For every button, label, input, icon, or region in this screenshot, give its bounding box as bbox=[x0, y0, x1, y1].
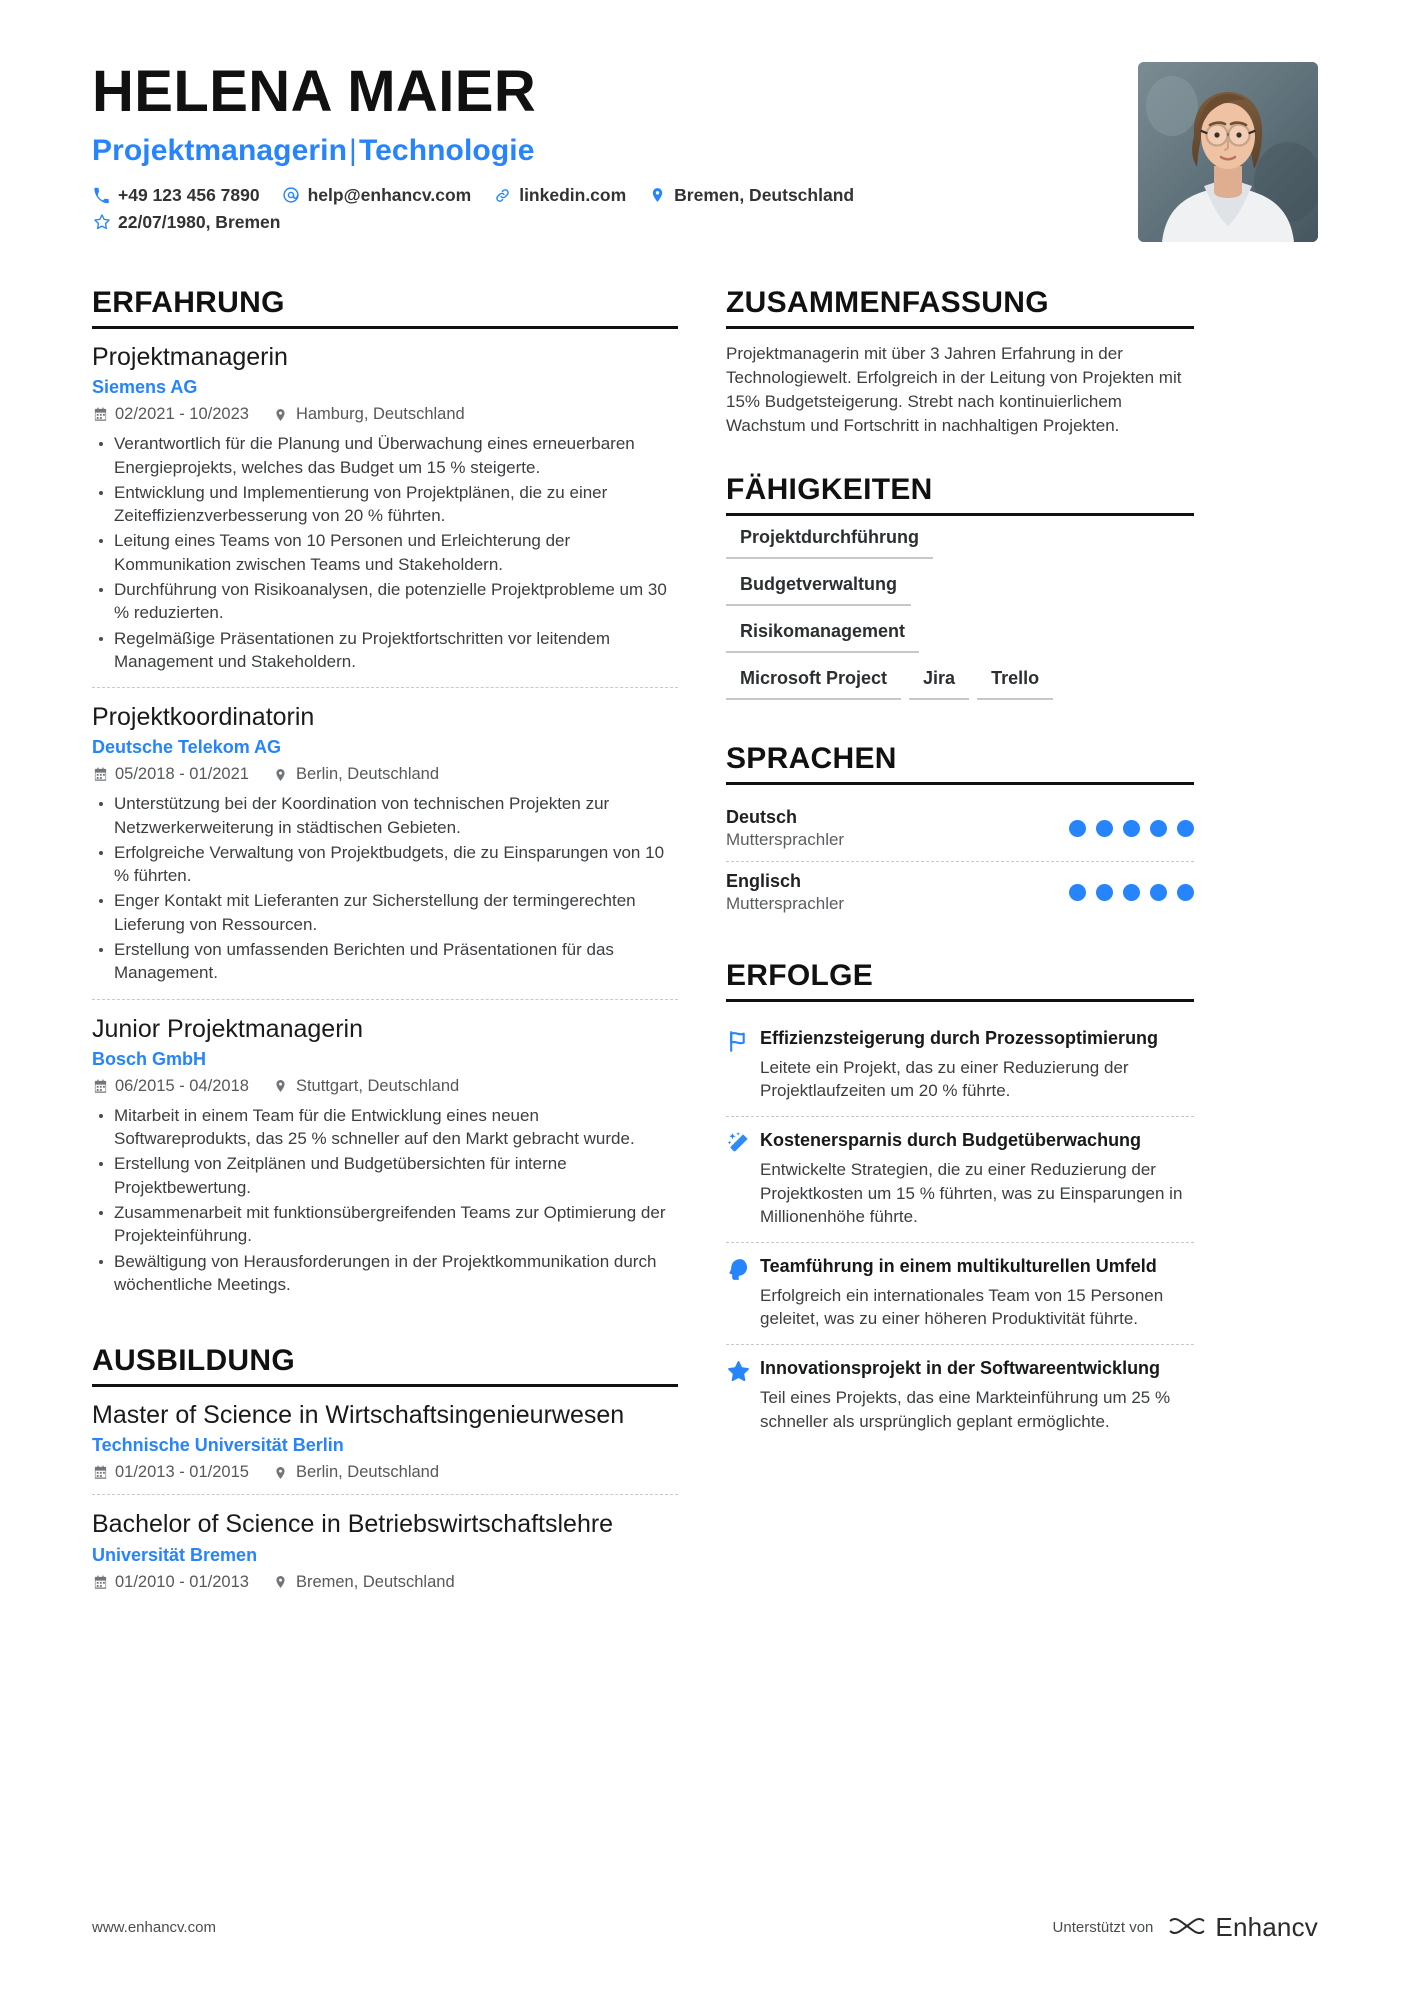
experience-location-text: Stuttgart, Deutschland bbox=[295, 1076, 460, 1095]
resume-columns bbox=[92, 286, 1318, 1604]
section-title-education: AUSBILDUNG bbox=[92, 1344, 678, 1387]
experience-dates: 06/2015 - 04/2018 bbox=[115, 1076, 249, 1095]
list-item: Durchführung von Risikoanalysen, die potenzielle Projektprobleme um 30 % reduzierten. bbox=[92, 578, 678, 625]
location-pin-icon bbox=[273, 1574, 289, 1590]
section-title-languages: SPRACHEN bbox=[726, 742, 1194, 785]
rating-dot bbox=[1096, 820, 1113, 837]
powered-by-label: Unterstützt von bbox=[1052, 1919, 1154, 1936]
achievement-body bbox=[760, 1129, 1194, 1229]
page-title: HELENA MAIER bbox=[92, 59, 537, 124]
experience-meta bbox=[92, 765, 678, 784]
resume-header bbox=[92, 0, 1318, 242]
brand-name: Enhancv bbox=[1215, 1912, 1318, 1942]
languages-list bbox=[726, 798, 1194, 925]
achievement-title: Teamführung in einem multikulturellen Umfeld bbox=[760, 1255, 1157, 1276]
list-item: Mitarbeit in einem Team für die Entwicklung eines neuen Softwareprodukts, das 25 % schneller auf den Markt gebracht wurde. bbox=[92, 1104, 678, 1151]
list-item: Leitung eines Teams von 10 Personen und Erleichterung der Kommunikation zwischen Teams und Stakeholdern. bbox=[92, 529, 678, 576]
experience-company[interactable]: Bosch GmbH bbox=[92, 1048, 207, 1069]
calendar-icon bbox=[92, 1574, 108, 1590]
achievement-description: Leitete ein Projekt, das zu einer Reduzierung der Projektlaufzeiten um 20 % führte. bbox=[760, 1057, 1129, 1101]
education-entry bbox=[92, 1400, 678, 1494]
experience-entry bbox=[92, 342, 678, 687]
education-dates: 01/2010 - 01/2013 bbox=[115, 1572, 249, 1591]
footer-website[interactable]: www.enhancv.com bbox=[92, 1919, 216, 1936]
footer-brand-block bbox=[1053, 1912, 1318, 1943]
brand-logo bbox=[1167, 1912, 1318, 1943]
skill-chip: Projektdurchführung bbox=[726, 520, 933, 559]
experience-meta bbox=[92, 405, 678, 424]
language-name: Englisch bbox=[726, 870, 802, 891]
rating-dot bbox=[1177, 884, 1194, 901]
education-location bbox=[273, 1463, 439, 1482]
experience-dates: 02/2021 - 10/2023 bbox=[115, 405, 249, 424]
list-item: Erstellung von Zeitplänen und Budgetübersichten für interne Projektbewertung. bbox=[92, 1152, 678, 1199]
experience-meta bbox=[92, 1077, 678, 1096]
page-footer bbox=[92, 1912, 1318, 1943]
list-item: Regelmäßige Präsentationen zu Projektfortschritten vor leitendem Management und Stakeholdern. bbox=[92, 627, 678, 674]
contact-email[interactable] bbox=[282, 185, 472, 206]
avatar bbox=[1138, 62, 1318, 242]
skill-chip: Trello bbox=[977, 661, 1053, 700]
achievement-description: Teil eines Projekts, das eine Markteinführung um 25 % schneller als ursprünglich geplant ermöglichte. bbox=[760, 1388, 1171, 1431]
language-item bbox=[726, 798, 1194, 861]
summary-body bbox=[726, 342, 1194, 439]
location-pin-icon bbox=[273, 1465, 289, 1481]
experience-company[interactable]: Deutsche Telekom AG bbox=[92, 737, 282, 758]
experience-role: Projektkoordinatorin bbox=[92, 703, 315, 732]
achievement-item bbox=[726, 1116, 1194, 1242]
rating-dot bbox=[1123, 884, 1140, 901]
list-item: Erfolgreiche Verwaltung von Projektbudgets, die zu Einsparungen von 10 % führten. bbox=[92, 841, 678, 888]
rating-dot bbox=[1123, 820, 1140, 837]
section-title-summary: ZUSAMMENFASSUNG bbox=[726, 286, 1194, 329]
education-school[interactable]: Technische Universität Berlin bbox=[92, 1435, 344, 1456]
location-pin-icon bbox=[648, 186, 667, 205]
rating-dot bbox=[1069, 884, 1086, 901]
achievement-title: Innovationsprojekt in der Softwareentwicklung bbox=[760, 1357, 1161, 1378]
rating-dot bbox=[1069, 820, 1086, 837]
head-profile-icon bbox=[726, 1255, 760, 1331]
education-school[interactable]: Universität Bremen bbox=[92, 1544, 258, 1565]
experience-location-text: Berlin, Deutschland bbox=[295, 765, 440, 784]
language-item bbox=[726, 861, 1194, 925]
section-skills bbox=[726, 473, 1194, 708]
contact-location bbox=[648, 185, 854, 206]
job-title-secondary: Technologie bbox=[358, 133, 535, 167]
flag-icon bbox=[726, 1027, 760, 1103]
achievement-body bbox=[760, 1255, 1194, 1331]
achievement-body bbox=[760, 1027, 1194, 1103]
calendar-icon bbox=[92, 407, 108, 423]
skill-row bbox=[726, 661, 1194, 708]
language-level: Muttersprachler bbox=[726, 829, 845, 849]
education-entries bbox=[92, 1400, 678, 1604]
header-text-block bbox=[92, 59, 1138, 239]
rating-dot bbox=[1150, 884, 1167, 901]
language-text bbox=[726, 871, 844, 914]
skill-chip: Jira bbox=[909, 661, 969, 700]
experience-entry bbox=[92, 999, 678, 1311]
contact-list bbox=[92, 185, 972, 239]
experience-role: Projektmanagerin bbox=[92, 343, 288, 371]
experience-location bbox=[273, 765, 439, 784]
summary-text: Projektmanagerin mit über 3 Jahren Erfahrung in der Technologiewelt. Erfolgreich in der Leitung von Projekten mit 15% Budgetsteigerung. Strebt nach kontinuierlichem Wachstum und Fortschritt in nachhaltigen Projekten. bbox=[726, 344, 1182, 436]
experience-company[interactable]: Siemens AG bbox=[92, 377, 198, 398]
rating-dot bbox=[1177, 820, 1194, 837]
achievement-item bbox=[726, 1344, 1194, 1446]
language-rating bbox=[1059, 884, 1194, 901]
education-location-text: Berlin, Deutschland bbox=[295, 1463, 440, 1482]
skill-chip: Budgetverwaltung bbox=[726, 567, 911, 606]
achievement-item bbox=[726, 1015, 1194, 1116]
contact-location-text: Bremen, Deutschland bbox=[674, 184, 855, 205]
calendar-icon bbox=[92, 1078, 108, 1094]
contact-birthdate-text: 22/07/1980, Bremen bbox=[118, 211, 281, 232]
section-languages bbox=[726, 742, 1194, 925]
education-location bbox=[273, 1573, 455, 1592]
section-title-experience: ERFAHRUNG bbox=[92, 286, 678, 329]
contact-phone[interactable] bbox=[92, 185, 260, 206]
section-summary bbox=[726, 286, 1194, 439]
education-meta bbox=[92, 1463, 678, 1482]
list-item: Verantwortlich für die Planung und Überwachung eines erneuerbaren Energieprojekts, welches das Budget um 15 % steigerte. bbox=[92, 432, 678, 479]
skill-row bbox=[726, 567, 1194, 614]
location-pin-icon bbox=[273, 407, 289, 423]
experience-bullets bbox=[92, 1104, 678, 1296]
experience-location bbox=[273, 1077, 459, 1096]
list-item: Unterstützung bei der Koordination von technischen Projekten zur Netzwerkerweiterung in städtischen Gebieten. bbox=[92, 792, 678, 839]
experience-bullets bbox=[92, 792, 678, 984]
experience-dates: 05/2018 - 01/2021 bbox=[115, 765, 249, 784]
education-entry bbox=[92, 1494, 678, 1603]
rating-dot bbox=[1096, 884, 1113, 901]
education-degree: Master of Science in Wirtschaftsingenieurwesen bbox=[92, 1401, 625, 1430]
link-icon bbox=[493, 186, 512, 205]
skills-list bbox=[726, 520, 1194, 708]
left-column bbox=[92, 286, 696, 1604]
experience-bullets bbox=[92, 432, 678, 673]
contact-phone-text: +49 123 456 7890 bbox=[118, 184, 260, 205]
achievement-body bbox=[760, 1357, 1194, 1433]
list-item: Enger Kontakt mit Lieferanten zur Sicherstellung der termingerechten Lieferung von Ressourcen. bbox=[92, 889, 678, 936]
contact-linkedin-text: linkedin.com bbox=[519, 184, 627, 205]
achievement-description: Entwickelte Strategien, die zu einer Reduzierung der Projektkosten um 15 % führten, was zu Einsparungen in Millionenhöhe führte. bbox=[760, 1160, 1183, 1227]
list-item: Entwicklung und Implementierung von Projektplänen, die zu einer Zeiteffizienzverbesserung von 20 % führten. bbox=[92, 481, 678, 528]
skill-chip: Risikomanagement bbox=[726, 614, 919, 653]
section-experience bbox=[92, 286, 678, 1310]
experience-role: Junior Projektmanagerin bbox=[92, 1014, 363, 1043]
education-location-text: Bremen, Deutschland bbox=[295, 1572, 455, 1591]
calendar-icon bbox=[92, 1465, 108, 1481]
section-achievements bbox=[726, 959, 1194, 1447]
contact-birthdate bbox=[92, 212, 280, 233]
star-badge-icon bbox=[726, 1357, 760, 1433]
language-text bbox=[726, 807, 844, 850]
section-title-achievements: ERFOLGE bbox=[726, 959, 1194, 1002]
achievement-title: Kostenersparnis durch Budgetüberwachung bbox=[760, 1129, 1142, 1150]
calendar-icon bbox=[92, 767, 108, 783]
enhancv-mark-icon bbox=[1167, 1914, 1207, 1942]
experience-entries bbox=[92, 342, 678, 1310]
rating-dot bbox=[1150, 820, 1167, 837]
phone-icon bbox=[92, 186, 111, 205]
skill-row bbox=[726, 614, 1194, 661]
skill-chip: Microsoft Project bbox=[726, 661, 901, 700]
email-icon bbox=[282, 186, 301, 205]
location-pin-icon bbox=[273, 767, 289, 783]
job-title-primary: Projektmanagerin bbox=[92, 133, 348, 167]
language-name: Deutsch bbox=[726, 806, 798, 827]
contact-email-text: help@enhancv.com bbox=[307, 184, 472, 205]
location-pin-icon bbox=[273, 1078, 289, 1094]
list-item: Erstellung von umfassenden Berichten und Präsentationen für das Management. bbox=[92, 938, 678, 985]
list-item: Bewältigung von Herausforderungen in der Projektkommunikation durch wöchentliche Meetings. bbox=[92, 1250, 678, 1297]
job-title-separator: | bbox=[349, 133, 357, 167]
contact-linkedin[interactable] bbox=[493, 185, 626, 206]
star-icon bbox=[92, 213, 111, 232]
magic-wand-icon bbox=[726, 1129, 760, 1229]
skill-row bbox=[726, 520, 1194, 567]
achievement-item bbox=[726, 1242, 1194, 1344]
language-rating bbox=[1059, 820, 1194, 837]
language-level: Muttersprachler bbox=[726, 893, 845, 913]
achievements-list bbox=[726, 1015, 1194, 1447]
right-column bbox=[726, 286, 1194, 1446]
experience-location-text: Hamburg, Deutschland bbox=[295, 405, 465, 424]
education-meta bbox=[92, 1573, 678, 1592]
achievement-title: Effizienzsteigerung durch Prozessoptimierung bbox=[760, 1027, 1159, 1048]
education-dates: 01/2013 - 01/2015 bbox=[115, 1463, 249, 1482]
job-title bbox=[92, 134, 1108, 168]
experience-entry bbox=[92, 687, 678, 999]
achievement-description: Erfolgreich ein internationales Team von 15 Personen geleitet, was zu einer höheren Produktivität führte. bbox=[760, 1285, 1164, 1329]
experience-location bbox=[273, 405, 465, 424]
section-title-skills: FÄHIGKEITEN bbox=[726, 473, 1194, 516]
section-education bbox=[92, 1344, 678, 1604]
education-degree: Bachelor of Science in Betriebswirtschaftslehre bbox=[92, 1510, 614, 1539]
list-item: Zusammenarbeit mit funktionsübergreifenden Teams zur Optimierung der Projekteinführung. bbox=[92, 1201, 678, 1248]
